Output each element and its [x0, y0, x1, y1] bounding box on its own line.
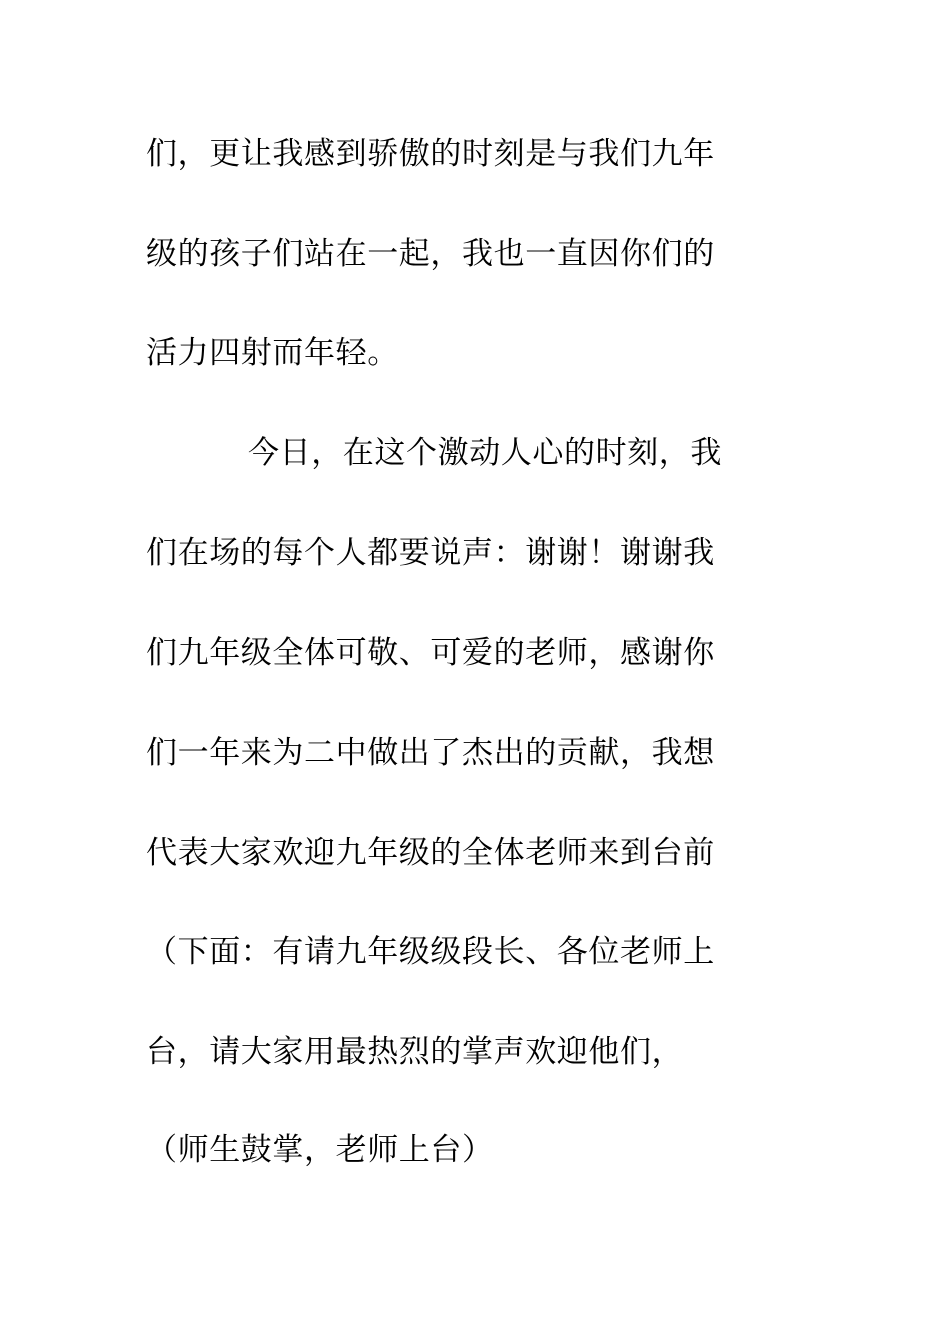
text-line: 们一年来为二中做出了杰出的贡献，我想: [146, 735, 715, 771]
text-line: （下面：有请九年级级段长、各位老师上: [146, 934, 715, 970]
text-line: 们在场的每个人都要说声：谢谢！谢谢我: [146, 535, 715, 571]
text-line: （师生鼓掌，老师上台）: [146, 1132, 494, 1168]
text-line: 代表大家欢迎九年级的全体老师来到台前: [146, 835, 715, 871]
text-line: 们，更让我感到骄傲的时刻是与我们九年: [146, 136, 715, 172]
text-line: 们九年级全体可敬、可爱的老师，感谢你: [146, 635, 715, 671]
text-line: 活力四射而年轻。: [146, 335, 399, 371]
text-line: 台，请大家用最热烈的掌声欢迎他们，: [146, 1034, 684, 1070]
paragraph-first-line: 今日，在这个激动人心的时刻，我: [248, 435, 722, 471]
text-line: 级的孩子们站在一起，我也一直因你们的: [146, 236, 715, 272]
